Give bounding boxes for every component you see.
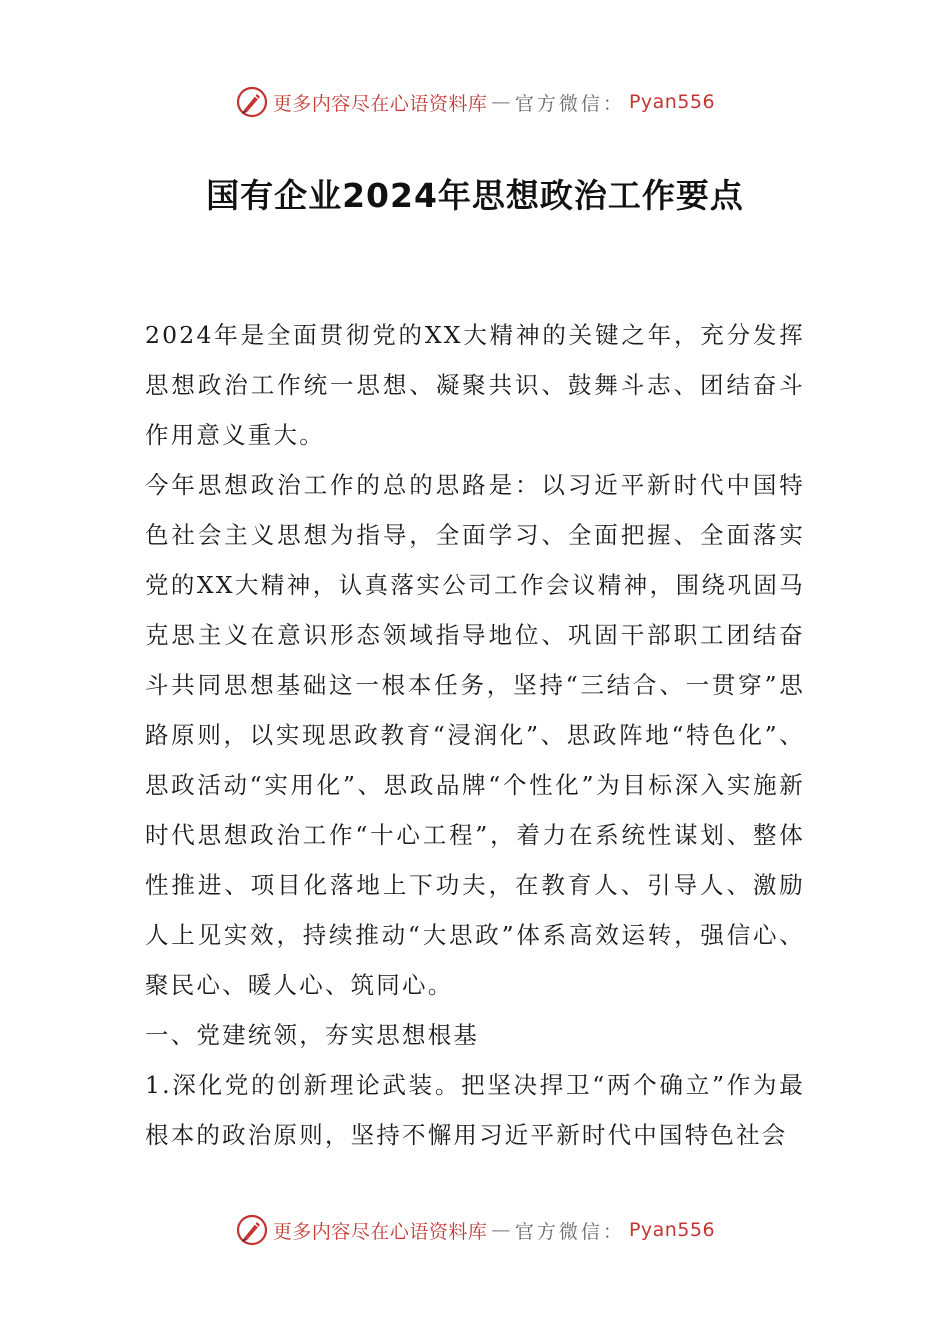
watermark-label: 官方微信： [514, 92, 625, 115]
watermark-wechat-id: Pyan556 [628, 1219, 716, 1241]
watermark-site-text: 更多内容尽在心语资料库 [272, 1220, 488, 1243]
document-title: 国有企业2024年思想政治工作要点 [206, 176, 744, 215]
section-heading-1: 一、党建统领，夯实思想根基 [145, 1021, 480, 1049]
pen-circle-icon [235, 85, 269, 119]
paragraph-item-1: 1.深化党的创新理论武装。把坚决捍卫“两个确立”作为最根本的政治原则，坚持不懈用习近平新时代中国特色社会 [145, 1071, 805, 1149]
watermark-wechat-id: Pyan556 [628, 91, 716, 113]
watermark-separator: — [491, 91, 511, 113]
watermark-separator: — [491, 1219, 511, 1241]
document-body [145, 310, 805, 1160]
pen-circle-icon [235, 1213, 269, 1247]
header-watermark [0, 82, 950, 122]
watermark-label: 官方微信： [514, 1220, 625, 1243]
footer-watermark [0, 1210, 950, 1250]
paragraph-general-approach: 今年思想政治工作的总的思路是：以习近平新时代中国特色社会主义思想为指导，全面学习、全面把握、全面落实党的XX大精神，认真落实公司工作会议精神，围绕巩固马克思主义在意识形态领域指导地位、巩固干部职工团结奋斗共同思想基础这一根本任务，坚持“三结合、一贯穿”思路原则，以实现思政教育“浸润化”、思政阵地“特色化”、思政活动“实用化”、思政品牌“个性化”为目标深入实施新时代思想政治工作“十心工程”，着力在系统性谋划、整体性推进、项目化落地上下功夫，在教育人、引导人、激励人上见实效，持续推动“大思政”体系高效运转，强信心、聚民心、暖人心、筑同心。 [145, 471, 805, 999]
watermark-site-text: 更多内容尽在心语资料库 [272, 92, 488, 115]
paragraph-intro: 2024年是全面贯彻党的XX大精神的关键之年，充分发挥思想政治工作统一思想、凝聚共识、鼓舞斗志、团结奋斗作用意义重大。 [145, 321, 805, 449]
